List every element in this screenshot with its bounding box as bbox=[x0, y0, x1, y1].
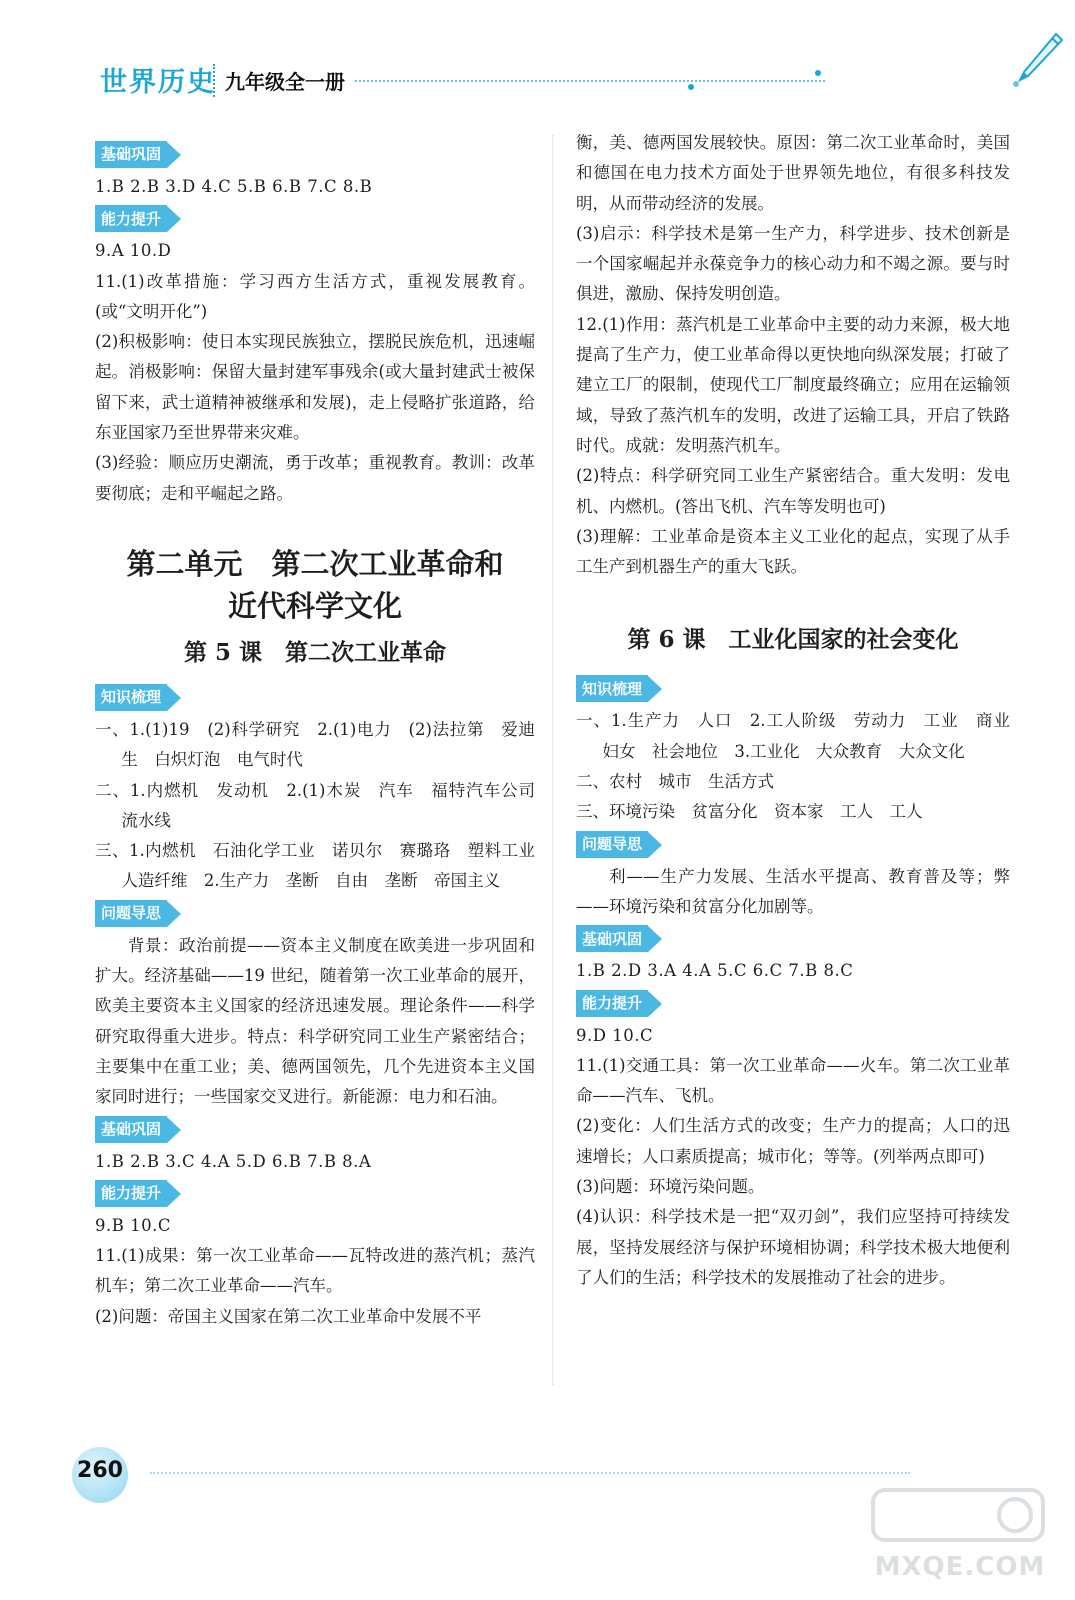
subject-title: 世界历史 bbox=[100, 67, 216, 98]
answer-paragraph: (3)理解：工业革命是资本主义工业化的起点，实现了从手工生产到机器生产的重大飞跃。 bbox=[576, 526, 1010, 577]
answer-paragraph: 12.(1)作用：蒸汽机是工业革命中主要的动力来源，极大地提高了生产力，使工业革命得以更快地向纵深发展；打破了建立工厂的限制，使现代工厂制度最终确立；应用在运输领域，导致了蒸汽机车的发明，改进了运输工具，开启了铁路时代。成就：发明蒸汽机车。 bbox=[576, 314, 1010, 455]
section-tag bbox=[576, 987, 1010, 1021]
answer-paragraph: (3)问题：环境污染问题。 bbox=[576, 1177, 765, 1197]
column-divider bbox=[552, 135, 553, 1385]
knowledge-item: 二、1.内燃机 发动机 2.(1)木炭 汽车 福特汽车公司 流水线 bbox=[95, 780, 552, 830]
answer-paragraph: (2)变化：人们生活方式的改变；生产力的提高；人口的迅速增长；人口素质提高；城市化；等等。(列举两点即可) bbox=[576, 1116, 1010, 1166]
answer-paragraph: 11.(1)成果：第一次工业革命——瓦特改进的蒸汽机；蒸汽机车；第二次工业革命——汽车。 bbox=[95, 1246, 535, 1296]
answer-line: 1.B 2.B 3.D 4.C 5.B 6.B 7.C 8.B bbox=[95, 177, 373, 196]
knowledge-item: 三、环境污染 贫富分化 资本家 工人 工人 bbox=[576, 802, 923, 822]
header-dot bbox=[815, 70, 821, 76]
answer-paragraph: (3)启示：科学技术是第一生产力，科学进步、技术创新是一个国家崛起并永葆竞争力的核心动力和不竭之源。要与时俱进，激励、保持发明创造。 bbox=[576, 223, 1010, 304]
tag-label: 能力提升 bbox=[101, 1184, 162, 1203]
watermark-text: MXQE.COM bbox=[874, 1552, 1046, 1582]
answer-line: 1.B 2.D 3.A 4.A 5.C 6.C 7.B 8.C bbox=[576, 961, 854, 981]
tag-label: 知识梳理 bbox=[582, 679, 643, 698]
tag-arrow-icon bbox=[167, 1181, 181, 1207]
section-tag bbox=[95, 1113, 535, 1147]
tag-label: 知识梳理 bbox=[101, 688, 162, 707]
answer-paragraph: 11.(1)交通工具：第一次工业革命——火车。第二次工业革命——汽车、飞机。 bbox=[576, 1055, 1010, 1106]
knowledge-item: 二、农村 城市 生活方式 bbox=[576, 772, 774, 792]
discussion-paragraph: 背景：政治前提——资本主义制度在欧美进一步巩固和扩大。经济基础——19 世纪，随着第一次工业革命的展开，欧美主要资本主义国家的经济迅速发展。理论条件——科学研究取得重大进步。特点：科学研究同工业生产紧密结合；主要集中在重工业；美、德两国领先，几个先进资本主义国家同时进行；一些国家交叉进行。新能源：电力和石油。 bbox=[95, 935, 535, 1107]
section-tag bbox=[95, 681, 535, 715]
section-tag bbox=[576, 672, 1010, 706]
tag-arrow-icon bbox=[167, 901, 181, 927]
pen-icon bbox=[1008, 30, 1064, 90]
left-column bbox=[95, 138, 552, 1332]
header-dotted-line bbox=[355, 80, 825, 82]
tag-arrow-icon bbox=[648, 926, 662, 952]
watermark bbox=[865, 1480, 1065, 1590]
tag-label: 基础巩固 bbox=[582, 929, 643, 948]
knowledge-item: 一、1.生产力 人口 2.工人阶级 劳动力 工业 商业 妇女 社会地位 3.工业化 大众教育 大众文化 bbox=[576, 711, 1027, 761]
watermark-logo-icon bbox=[865, 1480, 1055, 1550]
tag-arrow-icon bbox=[167, 685, 181, 711]
answer-line: 9.A 10.D bbox=[95, 241, 172, 261]
tag-label: 能力提升 bbox=[582, 993, 643, 1012]
tag-label: 基础巩固 bbox=[101, 145, 162, 164]
answer-paragraph: 11.(1)改革措施：学习西方生活方式，重视发展教育。(或“文明开化”) bbox=[95, 271, 535, 321]
answer-line: 1.B 2.B 3.C 4.A 5.D 6.B 7.B 8.A bbox=[95, 1151, 372, 1171]
discussion-paragraph: 利——生产力发展、生活水平提高、教育普及等；弊——环境污染和贫富分化加剧等。 bbox=[576, 866, 1010, 916]
knowledge-item: 一、1.(1)19 (2)科学研究 2.(1)电力 (2)法拉第 爱迪生 白炽灯泡 电气时代 bbox=[95, 719, 535, 770]
page-header bbox=[0, 0, 1075, 110]
answer-paragraph: 衡，美、德两国发展较快。原因：第二次工业革命时，美国和德国在电力技术方面处于世界领先地位，有很多科技发明，从而带动经济的发展。 bbox=[576, 133, 1010, 213]
answer-paragraph: (2)问题：帝国主义国家在第二次工业革命中发展不平 bbox=[95, 1306, 482, 1326]
page-number-badge bbox=[64, 1443, 144, 1503]
unit-title-line: 第二单元 第二次工业革命和 bbox=[126, 546, 504, 581]
section-tag bbox=[95, 138, 535, 172]
tag-arrow-icon bbox=[648, 832, 662, 858]
answer-paragraph: (2)特点：科学研究同工业生产紧密结合。重大发明：发电机、内燃机。(答出飞机、汽车等发明也可) bbox=[576, 466, 1010, 516]
tag-arrow-icon bbox=[648, 676, 662, 702]
tag-arrow-icon bbox=[167, 1117, 181, 1143]
section-tag bbox=[95, 897, 535, 931]
answer-paragraph: (3)经验：顺应历史潮流，勇于改革；重视教育。教训：改革要彻底；走和平崛起之路。 bbox=[95, 453, 535, 503]
right-column bbox=[576, 128, 1027, 1293]
tag-label: 问题导思 bbox=[101, 904, 162, 923]
lesson-title: 第 6 课 工业化国家的社会变化 bbox=[627, 626, 959, 654]
answer-paragraph: (4)认识：科学技术是一把“双刃剑”，我们应坚持可持续发展，坚持发展经济与保护环境相协调；科学技术极大地便利了人们的生活；科学技术的发展推动了社会的进步。 bbox=[576, 1207, 1010, 1287]
tag-label: 基础巩固 bbox=[101, 1119, 162, 1138]
answer-line: 9.B 10.C bbox=[95, 1215, 171, 1235]
header-dot bbox=[688, 84, 694, 90]
unit-title bbox=[95, 543, 535, 627]
footer-dotted-line bbox=[150, 1472, 910, 1474]
tag-arrow-icon bbox=[167, 142, 181, 168]
lesson-title: 第 5 课 第二次工业革命 bbox=[183, 638, 447, 666]
page-number: 260 bbox=[77, 1458, 123, 1483]
answer-paragraph: (2)积极影响：使日本实现民族独立，摆脱民族危机，迅速崛起。消极影响：保留大量封建军事残余(或大量封建武士被保留下来，武士道精神被继承和发展)，走上侵略扩张道路，给东亚国家乃至世界带来灾难。 bbox=[95, 332, 535, 443]
knowledge-item: 三、1.内燃机 石油化学工业 诺贝尔 赛璐珞 塑料工业 人造纤维 2.生产力 垄断 自由 垄断 帝国主义 bbox=[95, 841, 552, 891]
section-tag bbox=[95, 202, 535, 236]
section-tag bbox=[95, 1177, 535, 1211]
section-tag bbox=[576, 828, 1010, 862]
section-tag bbox=[576, 922, 1010, 956]
tag-label: 问题导思 bbox=[582, 835, 643, 853]
tag-arrow-icon bbox=[648, 991, 662, 1017]
tag-arrow-icon bbox=[167, 206, 181, 232]
unit-title-line: 近代科学文化 bbox=[227, 588, 402, 623]
tag-label: 能力提升 bbox=[101, 209, 162, 228]
grade-label: 九年级全一册 bbox=[213, 64, 355, 97]
answer-line: 9.D 10.C bbox=[576, 1025, 654, 1045]
